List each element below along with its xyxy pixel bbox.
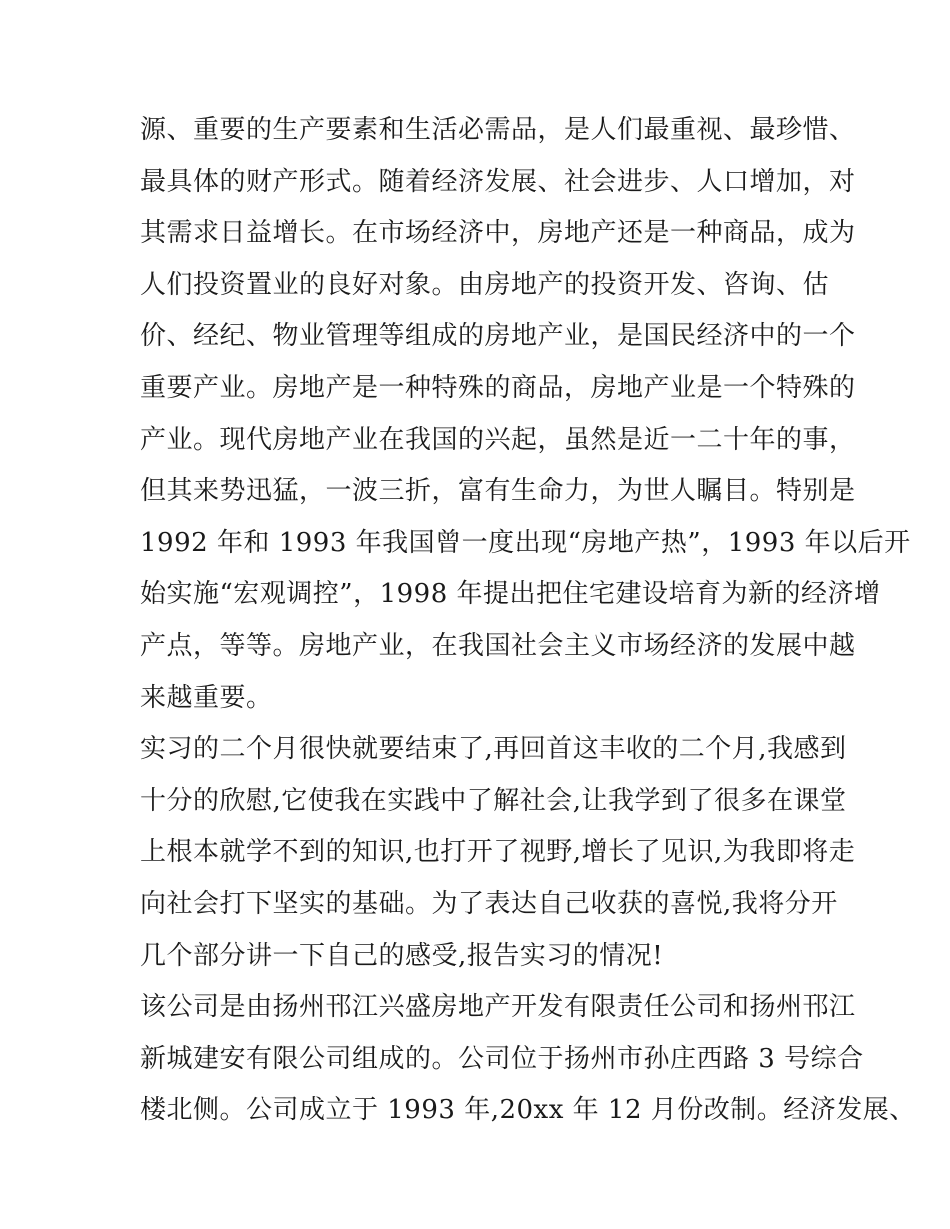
text-line: 十分的欣慰,它使我在实践中了解社会,让我学到了很多在课堂 [140,785,847,816]
text-line: 向社会打下坚实的基础。为了表达自己收获的喜悦,我将分开 [140,888,838,919]
text-line: 上根本就学不到的知识,也打开了视野,增长了见识,为我即将走 [140,837,856,868]
text-line: 1992 年和 1993 年我国曾一度出现“房地产热”，1993 年以后开 [140,527,911,558]
text-line: 但其来势迅猛，一波三折，富有生命力，为世人瞩目。特别是 [140,476,856,507]
text-line: 重要产业。房地产是一种特殊的商品，房地产业是一个特殊的 [140,372,856,403]
text-line: 源、重要的生产要素和生活必需品，是人们最重视、最珍惜、 [140,115,856,145]
text-line: 始实施“宏观调控”，1998 年提出把住宅建设培育为新的经济增 [140,579,881,610]
text-line: 几个部分讲一下自己的感受,报告实习的情况! [140,940,664,971]
text-line: 该公司是由扬州邗江兴盛房地产开发有限责任公司和扬州邗江 [140,992,856,1023]
text-line: 产点，等等。房地产业，在我国社会主义市场经济的发展中越 [140,630,856,661]
text-line: 其需求日益增长。在市场经济中，房地产还是一种商品，成为 [140,218,856,249]
text-line: 产业。现代房地产业在我国的兴起，虽然是近一二十年的事， [140,424,856,455]
text-line: 来越重要。 [140,682,273,713]
text-line: 人们投资置业的良好对象。由房地产的投资开发、咨询、估 [140,269,830,300]
text-line: 新城建安有限公司组成的。公司位于扬州市孙庄西路 3 号综合 [140,1043,864,1074]
text-line: 楼北侧。公司成立于 1993 年,20xx 年 12 月份改制。经济发展、 [140,1095,916,1126]
text-line: 实习的二个月很快就要结束了,再回首这丰收的二个月,我感到 [140,734,847,765]
document-body [140,105,916,1137]
text-line: 最具体的财产形式。随着经济发展、社会进步、人口增加，对 [140,166,856,197]
text-line: 价、经纪、物业管理等组成的房地产业，是国民经济中的一个 [140,321,856,352]
